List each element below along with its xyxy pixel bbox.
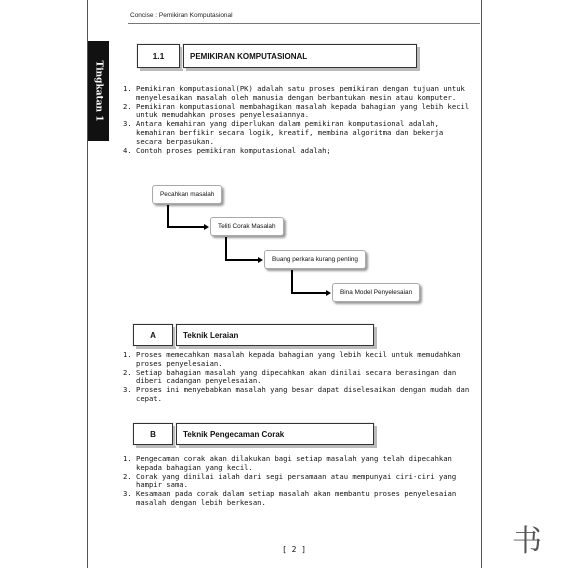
list-item: 1. Pengecaman corak akan dilakukan bagi setiap masalah yang telah dipecahkan kepada bahagian yang kecil. [136,455,472,473]
subsection-letter-box [133,423,173,445]
arrow-right-icon [326,290,331,296]
subsection-title-box [176,324,374,346]
flow-connector [167,205,169,228]
page-number: [ 2 ] [282,545,307,554]
arrow-right-icon [204,224,209,230]
list-item: 3. Kesamaan pada corak dalam setiap masalah akan membantu proses penyelesaian masalah dengan lebih berkesan. [136,490,472,508]
page-right-border [481,0,482,568]
flow-step-2 [210,217,284,236]
subsection-letter: A [150,330,156,340]
running-header: Concise : Pemikiran Komputasional [130,12,233,19]
section-b-list [124,455,472,508]
flow-step-label: Teliti Corak Masalah [218,223,276,230]
flow-step-label: Buang perkara kurang penting [272,256,358,263]
flow-connector [225,237,227,261]
flow-step-label: Pecahkan masalah [160,191,215,198]
list-item: 1. Pemikiran komputasional(PK) adalah satu proses pemikiran dengan tujuan untuk menyelesaikan masalah oleh manusia dengan berbantukan mesin atau komputer. [136,85,472,103]
list-item: 2. Pemikiran komputasional membahagikan masalah kepada bahagian yang lebih kecil untuk memudahkan proses penyelesaiannya. [136,103,472,121]
list-item: 2. Setiap bahagian masalah yang dipecahkan akan dinilai secara berasingan dan diberi cadangan penyelesaian. [136,369,472,387]
flow-connector [291,292,327,294]
section-title-box [183,44,417,68]
list-item: 3. Antara kemahiran yang diperlukan dalam pemikiran komputasional adalah, kemahiran berfikir secara logik, kreatif, membina algoritma dan bekerja secara berpasukan. [136,120,472,146]
subsection-title: Teknik Leraian [183,330,239,340]
section-title: PEMIKIRAN KOMPUTASIONAL [190,51,308,61]
flow-connector [225,259,259,261]
subsection-title-box [176,423,374,445]
list-item: 2. Corak yang dinilai ialah dari segi persamaan atau mempunyai ciri-ciri yang hampir sama. [136,473,472,491]
list-item: 4. Contoh proses pemikiran komputasional adalah; [136,147,472,156]
side-tab [88,41,109,141]
flow-step-3 [264,250,366,269]
flow-connector [167,226,205,228]
flow-connector [291,270,293,294]
flow-step-4 [332,283,420,302]
section-a-list [124,351,472,404]
arrow-right-icon [258,257,263,263]
flow-step-label: Bina Model Penyelesaian [340,289,413,296]
flow-step-1 [152,185,222,204]
list-item: 3. Proses ini menyebabkan masalah yang besar dapat diselesaikan dengan mudah dan cepat. [136,386,472,404]
section-number: 1.1 [152,51,165,61]
subsection-letter-box [133,324,173,346]
header-divider [128,23,480,24]
watermark: 书 [512,524,542,559]
subsection-title: Teknik Pengecaman Corak [183,429,285,439]
subsection-letter: B [150,429,156,439]
intro-list [124,85,472,155]
side-tab-label: Tingkatan 1 [93,60,104,122]
list-item: 1. Proses memecahkan masalah kepada bahagian yang lebih kecil untuk memudahkan proses penyelesaian. [136,351,472,369]
section-number-box [137,44,180,68]
